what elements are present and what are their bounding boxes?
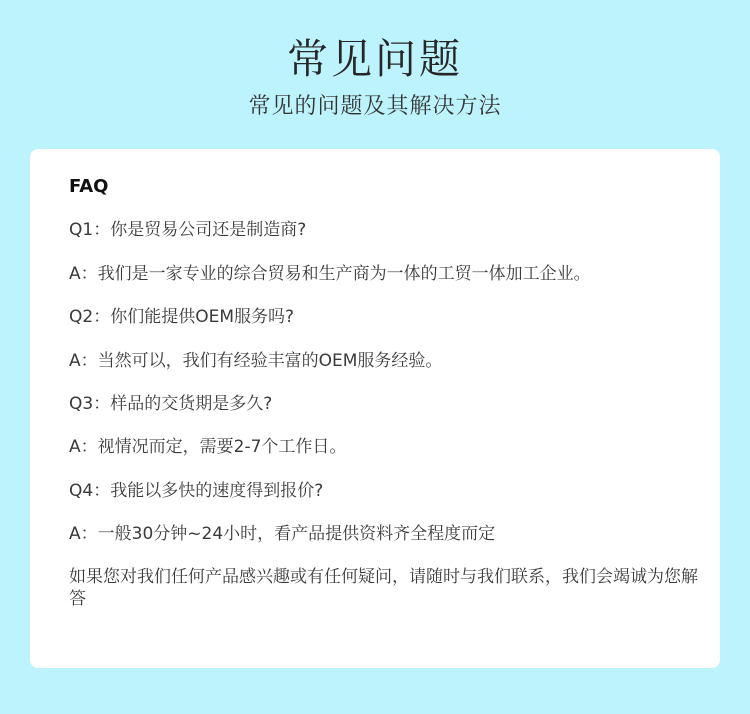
faq-answer-3: A：视情况而定，需要2-7个工作日。 xyxy=(69,437,347,457)
faq-answer-2: A：当然可以，我们有经验丰富的OEM服务经验。 xyxy=(69,351,443,371)
faq-closing-text: 如果您对我们任何产品感兴趣或有任何疑问，请随时与我们联系，我们会竭诚为您解答 xyxy=(69,567,698,609)
page-title: 常见问题 xyxy=(287,35,463,83)
page-subtitle: 常见的问题及其解决方法 xyxy=(248,94,502,119)
faq-answer-1: A：我们是一家专业的综合贸易和生产商为一体的工贸一体加工企业。 xyxy=(69,264,591,284)
faq-answer-4: A：一般30分钟~24小时，看产品提供资料齐全程度而定 xyxy=(69,524,496,544)
faq-question-2: Q2：你们能提供OEM服务吗? xyxy=(69,307,295,327)
faq-question-1: Q1：你是贸易公司还是制造商? xyxy=(69,220,307,240)
faq-heading: FAQ xyxy=(69,176,109,197)
faq-question-4: Q4：我能以多快的速度得到报价? xyxy=(69,481,324,501)
faq-card xyxy=(30,149,720,668)
faq-question-3: Q3：样品的交货期是多久? xyxy=(69,394,273,414)
